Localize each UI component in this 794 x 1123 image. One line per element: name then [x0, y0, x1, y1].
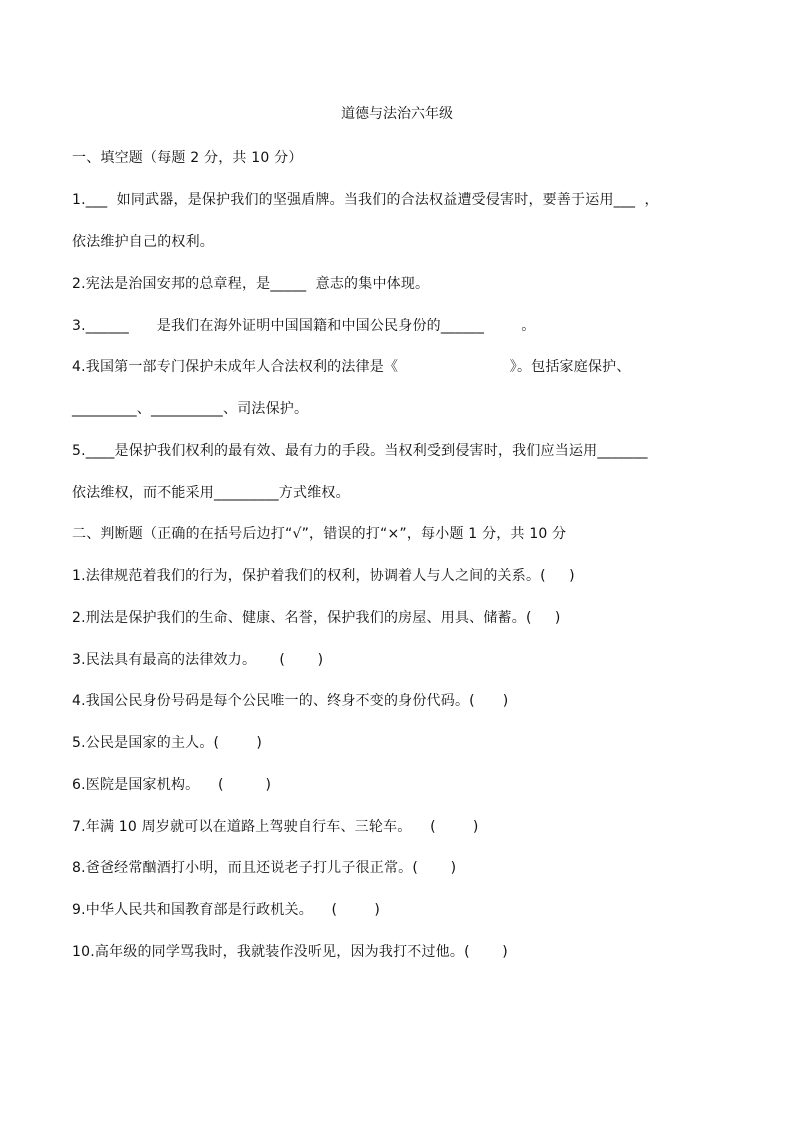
fill-question-4-line1: 4.我国第一部专门保护未成年人合法权利的法律是《 》。包括家庭保护、	[72, 359, 631, 375]
fill-question-2: 2.宪法是治国安邦的总章程，是_____ 意志的集中体现。	[72, 276, 430, 292]
judge-question-1: 1.法律规范着我们的行为，保护着我们的权利，协调着人与人之间的关系。( )	[72, 568, 575, 584]
fill-question-3: 3.______ 是我们在海外证明中国国籍和中国公民身份的______ 。	[72, 318, 536, 334]
judge-question-6: 6.医院是国家机构。 ( )	[72, 777, 272, 793]
section1-heading: 一、填空题（每题 2 分，共 10 分）	[72, 150, 303, 166]
document-title: 道德与法治六年级	[341, 106, 453, 122]
judge-question-3: 3.民法具有最高的法律效力。 ( )	[72, 652, 324, 668]
section2-heading: 二、判断题（正确的在括号后边打“√”，错误的打“×”，每小题 1 分，共 10 分	[72, 526, 567, 542]
fill-question-5-line2: 依法维权，而不能采用_________方式维权。	[72, 485, 350, 501]
judge-question-10: 10.高年级的同学骂我时，我就装作没听见，因为我打不过他。( )	[72, 944, 508, 960]
judge-question-7: 7.年满 10 周岁就可以在道路上驾驶自行车、三轮车。 ( )	[72, 819, 479, 835]
fill-question-1-line2: 依法维护自己的权利。	[72, 234, 214, 250]
judge-question-9: 9.中华人民共和国教育部是行政机关。 ( )	[72, 902, 381, 918]
judge-question-8: 8.爸爸经常酗酒打小明，而且还说老子打儿子很正常。( )	[72, 860, 457, 876]
judge-question-2: 2.刑法是保护我们的生命、健康、名誉，保护我们的房屋、用具、储蓄。( )	[72, 610, 561, 626]
judge-question-4: 4.我国公民身份号码是每个公民唯一的、终身不变的身份代码。( )	[72, 693, 509, 709]
judge-question-5: 5.公民是国家的主人。( )	[72, 735, 263, 751]
fill-question-1-line1: 1.___ 如同武器，是保护我们的坚强盾牌。当我们的合法权益遭受侵害时，要善于运用___ ，	[72, 192, 659, 208]
fill-question-4-line2: _________、__________、司法保护。	[72, 401, 309, 417]
fill-question-5-line1: 5.____是保护我们权利的最有效、最有力的手段。当权利受到侵害时，我们应当运用_______	[72, 443, 648, 459]
